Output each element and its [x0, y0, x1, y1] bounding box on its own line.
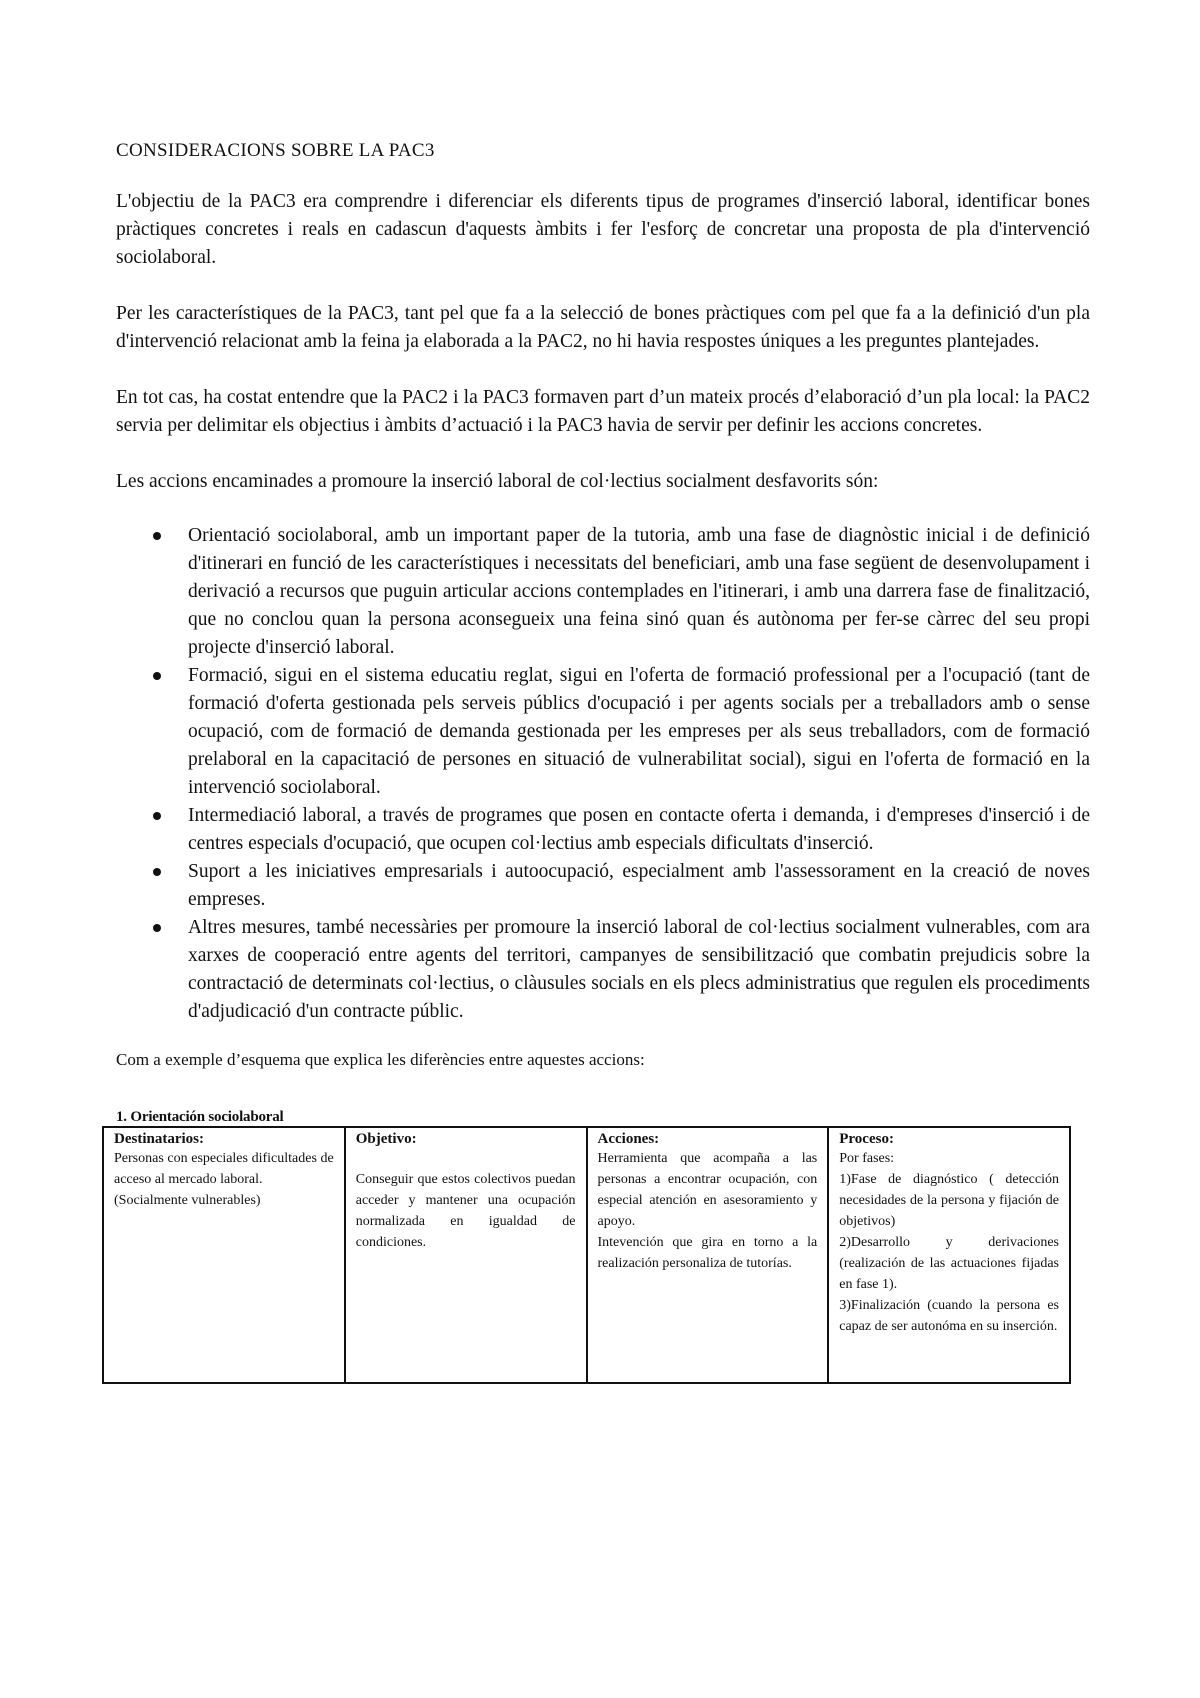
- cell-spacer: [356, 1148, 576, 1169]
- cell-heading: Objetivo:: [355, 1131, 417, 1147]
- paragraph-characteristics: Per les característiques de la PAC3, tant pel que fa a la selecció de bones pràctiques com pel que fa a la definició d'un pla d'intervenció relacionat amb la feina ja elaborada a la PAC2, no hi havia respostes úniques a les preguntes plantejades.: [116, 303, 1090, 352]
- paragraph-actions-intro: Les accions encaminades a promoure la inserció laboral de col·lectius socialment desfavorits són:: [116, 471, 879, 492]
- cell-objetivo: [345, 1127, 587, 1383]
- bullet-text: Formació, sigui en el sistema educatiu reglat, sigui en l'oferta de formació professional per a l'ocupació (tant de formació d'oferta gestionada pels serveis públics d'ocupació i per agents socials per a treballadors amb o sense ocupació, com de formació de demanda gestionada per les empreses per als seus treballadors, com de formació prelaboral en la capacitació de persones en situació de vulnerabilitat social), sigui en l'oferta de formació en la intervenció sociolaboral.: [188, 665, 1090, 798]
- bullet-item: [116, 802, 1090, 858]
- bullet-text: Altres mesures, també necessàries per promoure la inserció laboral de col·lectius socialment vulnerables, com ara xarxes de cooperació entre agents del territori, campanyes de sensibilització que combatin prejudicis sobre la contractació de determinats col·lectius, o clàusules socials en els plecs administratius que regulen els procediments d'adjudicació d'un contracte públic.: [188, 917, 1090, 1022]
- cell-heading: Proceso:: [839, 1131, 894, 1147]
- cell-text: (Socialmente vulnerables): [114, 1193, 261, 1208]
- cell-text: Por fases:: [839, 1151, 895, 1166]
- bullet-dot-icon: [153, 924, 161, 932]
- cell-heading: Destinatarios:: [114, 1131, 204, 1147]
- bullet-text: Suport a les iniciatives empresarials i autoocupació, especialment amb l'assessorament en la creació de noves empreses.: [188, 861, 1090, 910]
- cell-text: Herramienta que acompaña a las personas a encontrar ocupación, con especial atención en asesoramiento y apoyo.: [597, 1151, 818, 1229]
- cell-text: 3)Finalización (cuando la persona es capaz de ser autonóma en su inserción.: [839, 1298, 1059, 1334]
- cell-destinatarios: [103, 1127, 345, 1383]
- cell-text: Conseguir que estos colectivos puedan acceder y mantener una ocupación normalizada en igualdad de condiciones.: [355, 1172, 576, 1250]
- actions-bullet-list: [116, 522, 1090, 1026]
- cell-text: Personas con especiales dificultades de acceso al mercado laboral.: [114, 1151, 334, 1187]
- cell-text: Intevención que gira en torno a la realización personaliza de tutorías.: [597, 1235, 818, 1271]
- bullet-dot-icon: [153, 532, 161, 540]
- bullet-text: Orientació sociolaboral, amb un important paper de la tutoria, amb una fase de diagnòstic inicial i de definició d'itinerari en funció de les característiques i necessitats del beneficiari, amb una fase següent de desenvolupament i derivació a recursos que puguin articular accions contemplades en l'itinerari, i amb una darrera fase de finalització, que no conclou quan la persona aconsegueix una feina sinó quan és autònoma per fer-se càrrec del seu propi projecte d'inserció laboral.: [188, 525, 1090, 658]
- cell-proceso: [828, 1127, 1070, 1383]
- bullet-item: [116, 914, 1090, 1026]
- paragraph-objective: L'objectiu de la PAC3 era comprendre i diferenciar els diferents tipus de programes d'inserció laboral, identificar bones pràctiques concretes i reals en cadascun d'aquests àmbits i fer l'esforç de concretar una proposta de pla d'intervenció sociolaboral.: [116, 191, 1090, 268]
- example-intro: Com a exemple d’esquema que explica les diferències entre aquestes accions:: [116, 1050, 645, 1069]
- bullet-dot-icon: [153, 868, 161, 876]
- cell-heading: Acciones:: [597, 1131, 660, 1147]
- bullet-dot-icon: [153, 812, 161, 820]
- bullet-text: Intermediació laboral, a través de programes que posen en contacte oferta i demanda, i d'empreses d'inserció i de centres especials d'ocupació, que ocupen col·lectius amb especials dificultats d'inserció.: [188, 805, 1090, 854]
- cell-text: 2)Desarrollo y derivaciones (realización de las actuaciones fijadas en fase 1).: [839, 1235, 1059, 1292]
- bullet-item: [116, 522, 1090, 662]
- cell-text: 1)Fase de diagnóstico ( detección necesidades de la persona y fijación de objetivos): [839, 1172, 1059, 1229]
- bullet-dot-icon: [153, 672, 161, 680]
- document-title: CONSIDERACIONS SOBRE LA PAC3: [116, 140, 435, 161]
- bullet-item: [116, 858, 1090, 914]
- table-row: [103, 1127, 1070, 1383]
- document-page: [116, 140, 1090, 1384]
- table-caption: 1. Orientación sociolaboral: [116, 1109, 284, 1125]
- paragraph-pac2-pac3: En tot cas, ha costat entendre que la PAC2 i la PAC3 formaven part d’un mateix procés d’elaboració d’un pla local: la PAC2 servia per delimitar els objectius i àmbits d’actuació i la PAC3 havia de servir per definir les accions concretes.: [116, 387, 1090, 436]
- cell-acciones: [587, 1127, 829, 1383]
- orientation-table: [102, 1126, 1071, 1384]
- bullet-item: [116, 662, 1090, 802]
